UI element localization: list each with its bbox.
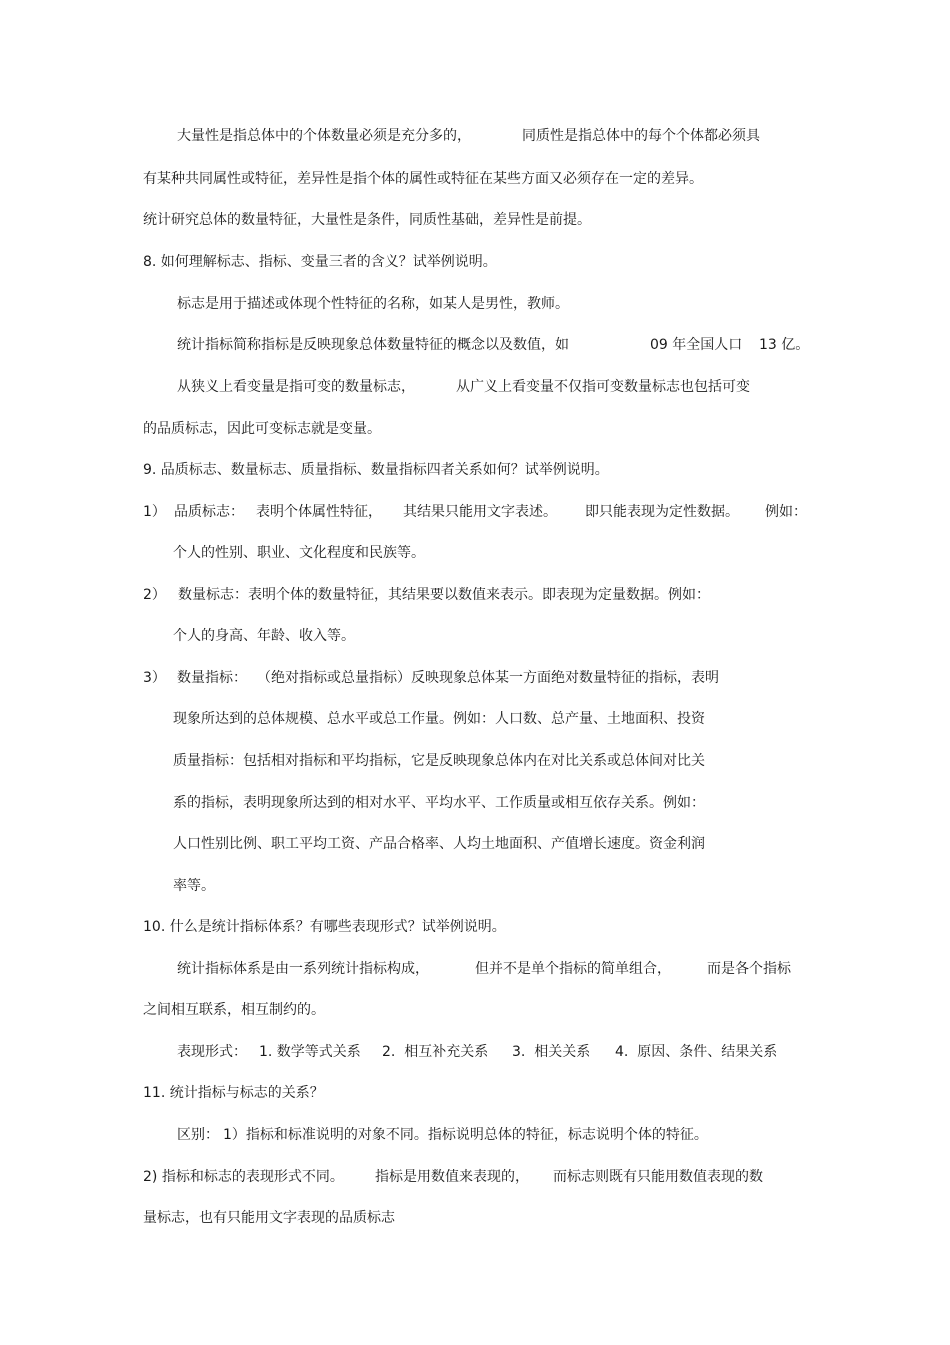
text-segment: 表明个体属性特征， bbox=[256, 504, 382, 520]
text-segment: 个人的性别、职业、文化程度和民族等。 bbox=[173, 545, 425, 561]
text-segment: 但并不是单个指标的简单组合， bbox=[475, 961, 671, 977]
text-segment: 从广义上看变量不仅指可变数量标志也包括可变 bbox=[456, 379, 750, 395]
text-segment: 11. 统计指标与标志的关系？ bbox=[143, 1085, 324, 1101]
text-line bbox=[143, 209, 591, 231]
text-segment: 区别： bbox=[177, 1127, 219, 1143]
text-segment: 13 亿。 bbox=[759, 337, 810, 353]
list-item bbox=[143, 667, 719, 689]
text-line bbox=[173, 792, 705, 814]
text-line bbox=[173, 750, 705, 772]
text-segment: 2. 相互补充关系 bbox=[382, 1044, 489, 1060]
text-segment: 4. 原因、条件、结果关系 bbox=[615, 1044, 778, 1060]
text-line bbox=[173, 625, 355, 647]
text-segment: 表现形式： bbox=[177, 1044, 247, 1060]
list-item bbox=[143, 584, 710, 606]
section-heading bbox=[143, 916, 506, 938]
text-line bbox=[143, 1166, 763, 1188]
text-line bbox=[143, 168, 703, 190]
text-segment: 统计研究总体的数量特征，大量性是条件，同质性基础，差异性是前提。 bbox=[143, 212, 591, 228]
text-line bbox=[143, 1207, 395, 1229]
text-segment: 量标志，也有只能用文字表现的品质标志 bbox=[143, 1210, 395, 1226]
text-segment: 之间相互联系，相互制约的。 bbox=[143, 1002, 325, 1018]
text-segment: 统计指标体系是由一系列统计指标构成， bbox=[177, 961, 429, 977]
text-line bbox=[173, 542, 425, 564]
text-segment: 3. 相关关系 bbox=[512, 1044, 591, 1060]
text-segment: 大量性是指总体中的个体数量必须是充分多的， bbox=[177, 128, 471, 144]
section-heading bbox=[143, 251, 497, 273]
text-segment: （绝对指标或总量指标）反映现象总体某一方面绝对数量特征的指标，表明 bbox=[257, 670, 719, 686]
text-segment: 率等。 bbox=[173, 878, 215, 894]
text-segment: 标志是用于描述或体现个性特征的名称，如某人是男性，教师。 bbox=[177, 296, 569, 312]
text-segment: 即只能表现为定性数据。 bbox=[585, 504, 739, 520]
text-segment: 例如： bbox=[765, 504, 807, 520]
text-line bbox=[177, 376, 750, 398]
list-item bbox=[143, 501, 807, 523]
text-line bbox=[177, 1124, 708, 1146]
text-segment: 同质性是指总体中的每个个体都必须具 bbox=[522, 128, 760, 144]
text-segment: 数量指标： bbox=[177, 670, 247, 686]
text-segment: 现象所达到的总体规模、总水平或总工作量。例如：人口数、总产量、土地面积、投资 bbox=[173, 711, 705, 727]
list-marker: 3） bbox=[143, 670, 166, 686]
text-line bbox=[177, 125, 760, 147]
text-line bbox=[177, 1041, 778, 1063]
text-segment: 从狭义上看变量是指可变的数量标志， bbox=[177, 379, 415, 395]
text-segment: 2) 指标和标志的表现形式不同。 bbox=[143, 1169, 344, 1185]
text-segment: 数量标志：表明个体的数量特征，其结果要以数值来表示。即表现为定量数据。例如： bbox=[178, 587, 710, 603]
text-line bbox=[177, 293, 569, 315]
text-line bbox=[143, 999, 325, 1021]
text-line bbox=[177, 958, 791, 980]
text-line bbox=[177, 334, 810, 356]
text-line bbox=[173, 875, 215, 897]
text-segment: 指标是用数值来表现的， bbox=[375, 1169, 529, 1185]
text-segment: 统计指标简称指标是反映现象总体数量特征的概念以及数值，如 bbox=[177, 337, 569, 353]
list-marker: 1） bbox=[143, 504, 166, 520]
section-heading bbox=[143, 459, 609, 481]
text-segment: 而标志则既有只能用数值表现的数 bbox=[553, 1169, 763, 1185]
text-segment: 个人的身高、年龄、收入等。 bbox=[173, 628, 355, 644]
section-heading bbox=[143, 1082, 324, 1104]
text-line bbox=[143, 418, 381, 440]
text-segment: 而是各个指标 bbox=[707, 961, 791, 977]
list-marker: 2） bbox=[143, 587, 166, 603]
text-segment: 9. 品质标志、数量标志、质量指标、数量指标四者关系如何？试举例说明。 bbox=[143, 462, 609, 478]
text-segment: 系的指标，表明现象所达到的相对水平、平均水平、工作质量或相互依存关系。例如： bbox=[173, 795, 705, 811]
text-line bbox=[173, 833, 705, 855]
text-line bbox=[173, 708, 705, 730]
text-segment: 09 年全国人口 bbox=[650, 337, 743, 353]
text-segment: 其结果只能用文字表述。 bbox=[403, 504, 557, 520]
text-segment: 10. 什么是统计指标体系？有哪些表现形式？试举例说明。 bbox=[143, 919, 506, 935]
text-segment: 8. 如何理解标志、指标、变量三者的含义？试举例说明。 bbox=[143, 254, 497, 270]
text-segment: 人口性别比例、职工平均工资、产品合格率、人均土地面积、产值增长速度。资金利润 bbox=[173, 836, 705, 852]
text-segment: 质量指标：包括相对指标和平均指标，它是反映现象总体内在对比关系或总体间对比关 bbox=[173, 753, 705, 769]
text-segment: 1. 数学等式关系 bbox=[259, 1044, 361, 1060]
text-segment: 品质标志： bbox=[174, 504, 244, 520]
text-segment: 的品质标志，因此可变标志就是变量。 bbox=[143, 421, 381, 437]
text-segment: 1）指标和标准说明的对象不同。指标说明总体的特征，标志说明个体的特征。 bbox=[223, 1127, 708, 1143]
text-segment: 有某种共同属性或特征，差异性是指个体的属性或特征在某些方面又必须存在一定的差异。 bbox=[143, 171, 703, 187]
